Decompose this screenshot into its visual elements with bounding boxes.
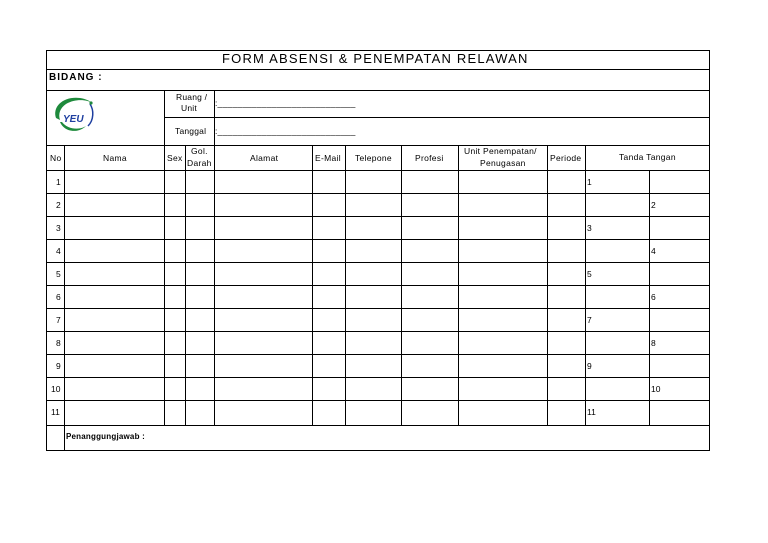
- col-header-gol-line2: Darah: [187, 158, 212, 168]
- signature-number: 11: [587, 407, 596, 417]
- grid-line: [649, 170, 650, 426]
- row-number: 10: [51, 384, 61, 394]
- signature-number: 3: [587, 223, 592, 233]
- col-header-telepone: Telepone: [355, 153, 392, 163]
- logo-text: YEU: [63, 114, 84, 125]
- row-number: 8: [56, 338, 61, 348]
- signature-number: 7: [587, 315, 592, 325]
- grid-line: [46, 216, 710, 217]
- signature-number: 1: [587, 177, 592, 187]
- grid-line: [46, 239, 710, 240]
- grid-line: [46, 69, 710, 70]
- grid-line: [46, 308, 710, 309]
- grid-line: [46, 285, 710, 286]
- bidang-label: BIDANG :: [49, 72, 103, 83]
- grid-line: [46, 170, 710, 171]
- grid-line: [46, 90, 710, 91]
- row-number: 6: [56, 292, 61, 302]
- grid-line: [46, 193, 710, 194]
- grid-line: [64, 425, 65, 451]
- yeu-logo: [50, 92, 98, 138]
- row-number: 3: [56, 223, 61, 233]
- grid-line: [164, 117, 710, 118]
- grid-line: [46, 400, 710, 401]
- signature-number: 5: [587, 269, 592, 279]
- col-header-gol-line1: Gol.: [191, 146, 208, 156]
- signature-number: 9: [587, 361, 592, 371]
- form-border-bottom: [46, 450, 710, 451]
- row-number: 9: [56, 361, 61, 371]
- row-number: 7: [56, 315, 61, 325]
- signature-number: 6: [651, 292, 656, 302]
- row-number: 11: [51, 407, 60, 417]
- row-number: 5: [56, 269, 61, 279]
- grid-line: [46, 262, 710, 263]
- form-border-left: [46, 50, 47, 451]
- col-header-unit-line2: Penugasan: [480, 158, 526, 168]
- signature-number: 4: [651, 246, 656, 256]
- col-header-nama: Nama: [103, 153, 127, 163]
- grid-line: [46, 145, 710, 146]
- grid-line: [46, 331, 710, 332]
- penanggungjawab-label: Penanggungjawab :: [66, 432, 145, 441]
- col-header-alamat: Alamat: [250, 153, 279, 163]
- col-header-unit-line1: Unit Penempatan/: [464, 146, 537, 156]
- row-number: 1: [56, 177, 61, 187]
- col-header-email: E-Mail: [315, 153, 341, 163]
- ruang-label: Ruang /: [176, 92, 208, 102]
- col-header-tanda-tangan: Tanda Tangan: [619, 152, 676, 162]
- row-number: 4: [56, 246, 61, 256]
- col-header-sex: Sex: [167, 153, 183, 163]
- signature-number: 8: [651, 338, 656, 348]
- tanggal-value: :____________________________: [215, 126, 356, 136]
- grid-line: [46, 354, 710, 355]
- tanggal-label: Tanggal: [175, 126, 207, 136]
- ruang-value: :____________________________: [215, 98, 356, 108]
- signature-number: 2: [651, 200, 656, 210]
- signature-number: 10: [651, 384, 661, 394]
- grid-line: [46, 377, 710, 378]
- col-header-periode: Periode: [550, 153, 582, 163]
- col-header-no: No: [50, 153, 62, 163]
- row-number: 2: [56, 200, 61, 210]
- form-title: FORM ABSENSI & PENEMPATAN RELAWAN: [222, 51, 529, 66]
- form-border-right: [709, 50, 710, 451]
- col-header-profesi: Profesi: [415, 153, 444, 163]
- grid-line: [46, 425, 710, 426]
- unit-label: Unit: [181, 103, 197, 113]
